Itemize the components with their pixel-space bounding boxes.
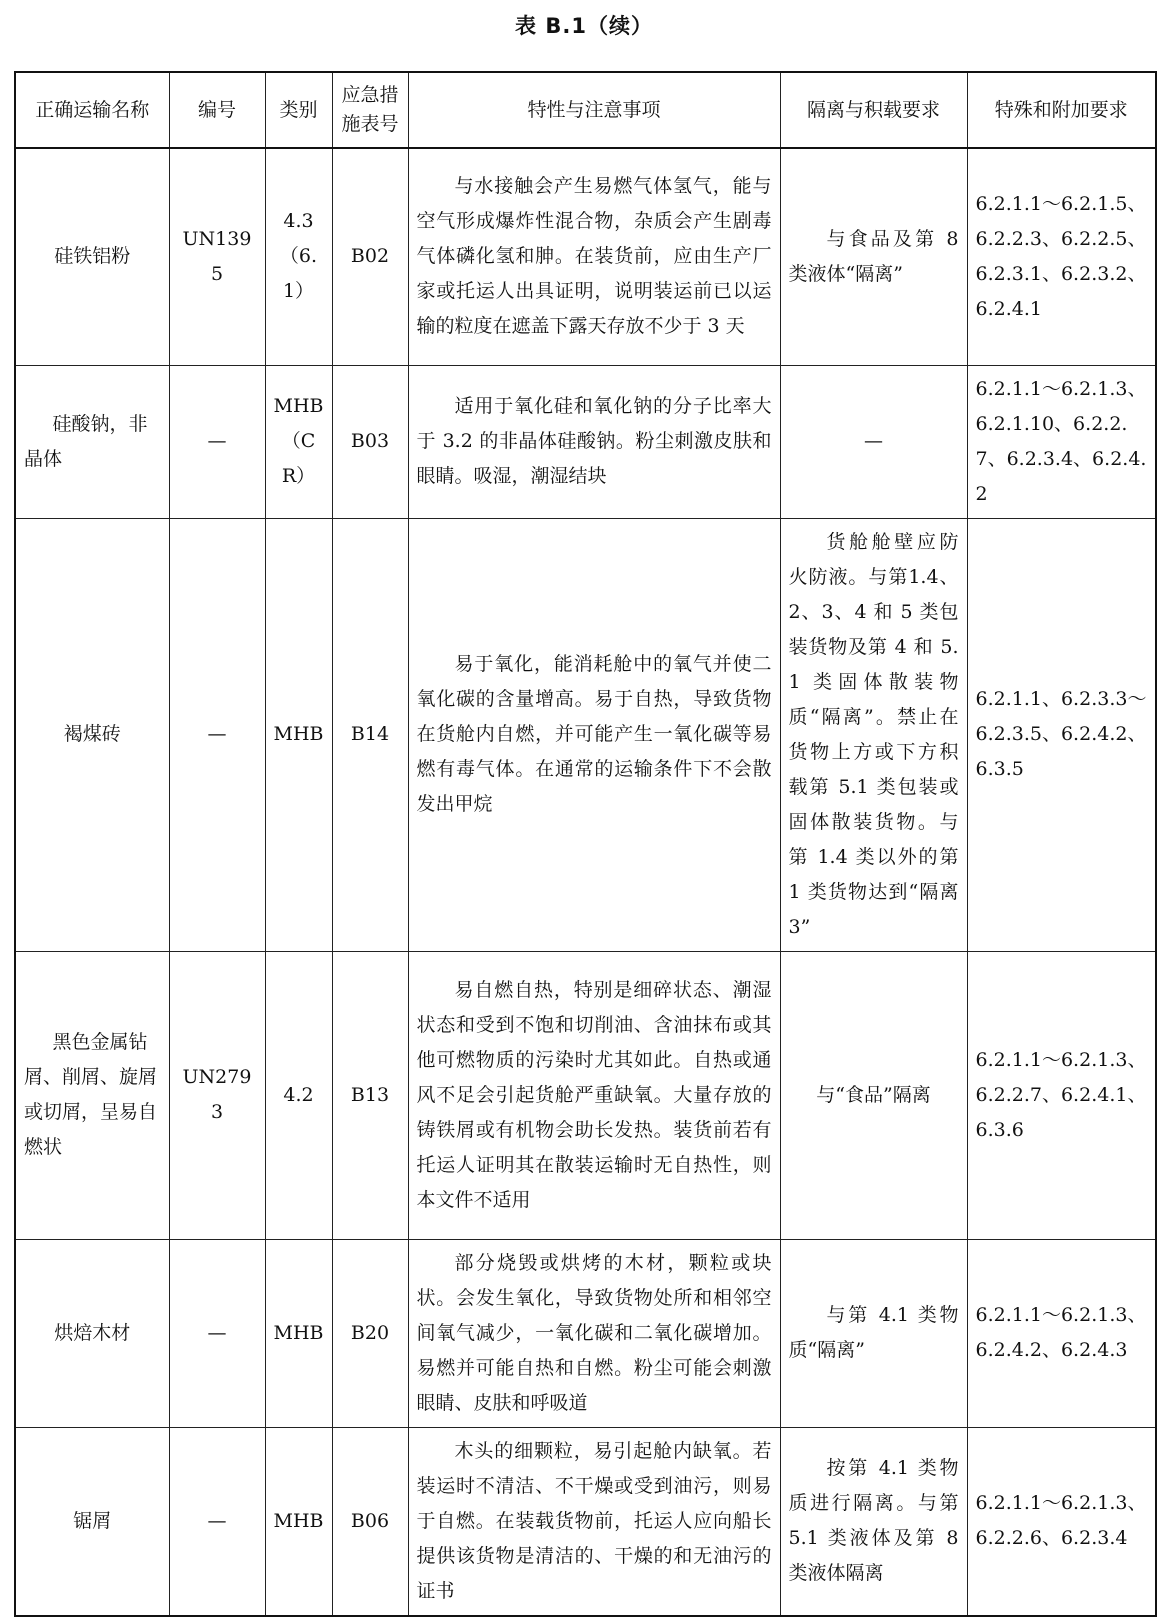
cell-segregation-text: 与食品及第 8 类液体“隔离” (788, 227, 959, 285)
cell-properties-text: 木头的细颗粒，易引起舱内缺氧。若装运时不清洁、不干燥或受到油污，则易于自燃。在装载货物前，托运人应向船长提供该货物是清洁的、干燥的和无油污的证书 (416, 1439, 772, 1602)
cell-un: UN1395 (169, 148, 265, 365)
cell-segregation (780, 1239, 967, 1427)
cell-un: — (169, 518, 265, 951)
cell-ems: B14 (332, 518, 408, 951)
cell-requirements: 6.2.1.1～6.2.1.3、6.2.2.7、6.2.4.1、6.3.6 (967, 951, 1156, 1239)
table-row (15, 951, 1156, 1239)
cell-properties (408, 1427, 780, 1616)
cell-class: MHB (265, 518, 332, 951)
table-caption: 表 B.1（续） (515, 14, 653, 38)
cell-properties-text: 与水接触会产生易燃气体氢气，能与空气形成爆炸性混合物，杂质会产生剧毒气体磷化氢和胂。在装货前，应由生产厂家或托运人出具证明，说明装运前已以运输的粒度在遮盖下露天存放不少于 3 天 (416, 175, 772, 338)
cell-segregation-text: 与第 4.1 类物质“隔离” (788, 1304, 959, 1361)
cell-name: 硅铁铝粉 (15, 148, 169, 365)
header-segregation: 隔离与积载要求 (780, 72, 967, 148)
cell-class: MHB (265, 1427, 332, 1616)
cell-segregation-text: 货舱舱壁应防火防液。与第1.4、2、3、4 和 5 类包装货物及第 4 和 5.1 类固体散装物质“隔离”。禁止在货物上方或下方积载第 5.1 类包装或固体散装货物。与第 1.4 类以外的第 1 类货物达到“隔离 3” (788, 530, 959, 938)
cell-properties (408, 1239, 780, 1427)
cell-requirements: 6.2.1.1、6.2.3.3～6.2.3.5、6.2.4.2、6.3.5 (967, 518, 1156, 951)
table-row (15, 518, 1156, 951)
cell-un: — (169, 1239, 265, 1427)
cell-name-text: 黑色金属钻屑、削屑、旋屑或切屑，呈易自燃状 (24, 1031, 158, 1158)
header-ems: 应急措施表号 (332, 72, 408, 148)
table-row (15, 365, 1156, 518)
cell-name: 烘焙木材 (15, 1239, 169, 1427)
header-requirements: 特殊和附加要求 (967, 72, 1156, 148)
cell-properties (408, 148, 780, 365)
cell-name (15, 951, 169, 1239)
header-un: 编号 (169, 72, 265, 148)
cell-segregation (780, 1427, 967, 1616)
cell-ems: B06 (332, 1427, 408, 1616)
cell-class: MHB (265, 1239, 332, 1427)
cell-segregation: — (780, 365, 967, 518)
cargo-table (14, 71, 1157, 1617)
cell-ems: B03 (332, 365, 408, 518)
cell-requirements: 6.2.1.1～6.2.1.3、6.2.4.2、6.2.4.3 (967, 1239, 1156, 1427)
cell-properties-text: 易于氧化，能消耗舱中的氧气并使二氧化碳的含量增高。易于自热，导致货物在货舱内自燃，并可能产生一氧化碳等易燃有毒气体。在通常的运输条件下不会散发出甲烷 (416, 653, 772, 815)
cell-requirements: 6.2.1.1～6.2.1.3、6.2.1.10、6.2.2.7、6.2.3.4、6.2.4.2 (967, 365, 1156, 518)
cell-segregation (780, 518, 967, 951)
cell-name: 锯屑 (15, 1427, 169, 1616)
table-header (15, 72, 1156, 148)
cell-un: — (169, 1427, 265, 1616)
cell-class: 4.3（6.1） (265, 148, 332, 365)
cell-properties (408, 365, 780, 518)
cell-name: 褐煤砖 (15, 518, 169, 951)
cell-properties-text: 适用于氧化硅和氧化钠的分子比率大于 3.2 的非晶体硅酸钠。粉尘刺激皮肤和眼睛。吸湿，潮湿结块 (416, 395, 772, 487)
table-row (15, 148, 1156, 365)
header-properties: 特性与注意事项 (408, 72, 780, 148)
cell-ems: B02 (332, 148, 408, 365)
cell-requirements: 6.2.1.1～6.2.1.3、6.2.2.6、6.2.3.4 (967, 1427, 1156, 1616)
cell-un: UN2793 (169, 951, 265, 1239)
header-name: 正确运输名称 (15, 72, 169, 148)
cell-properties-text: 部分烧毁或烘烤的木材，颗粒或块状。会发生氧化，导致货物处所和相邻空间氧气减少，一氧化碳和二氧化碳增加。易燃并可能自热和自燃。粉尘可能会刺激眼睛、皮肤和呼吸道 (416, 1251, 772, 1414)
cell-properties-text: 易自燃自热，特别是细碎状态、潮湿状态和受到不饱和切削油、含油抹布或其他可燃物质的污染时尤其如此。自热或通风不足会引起货舱严重缺氧。大量存放的铸铁屑或有机物会助长发热。装货前若有托运人证明其在散装运输时无自热性，则本文件不适用 (416, 978, 772, 1211)
cell-properties (408, 518, 780, 951)
cell-class: 4.2 (265, 951, 332, 1239)
cell-requirements: 6.2.1.1～6.2.1.5、6.2.2.3、6.2.2.5、6.2.3.1、6.2.3.2、6.2.4.1 (967, 148, 1156, 365)
cell-segregation: 与“食品”隔离 (780, 951, 967, 1239)
cell-name (15, 365, 169, 518)
cell-properties (408, 951, 780, 1239)
cell-un: — (169, 365, 265, 518)
header-class: 类别 (265, 72, 332, 148)
cell-segregation-text: 按第 4.1 类物质进行隔离。与第 5.1 类液体及第 8 类液体隔离 (788, 1457, 959, 1584)
cell-class: MHB（CR） (265, 365, 332, 518)
cell-name-text: 硅酸钠，非晶体 (24, 412, 148, 470)
table-row (15, 1427, 1156, 1616)
cell-ems: B13 (332, 951, 408, 1239)
table-row (15, 1239, 1156, 1427)
cell-segregation (780, 148, 967, 365)
cell-ems: B20 (332, 1239, 408, 1427)
